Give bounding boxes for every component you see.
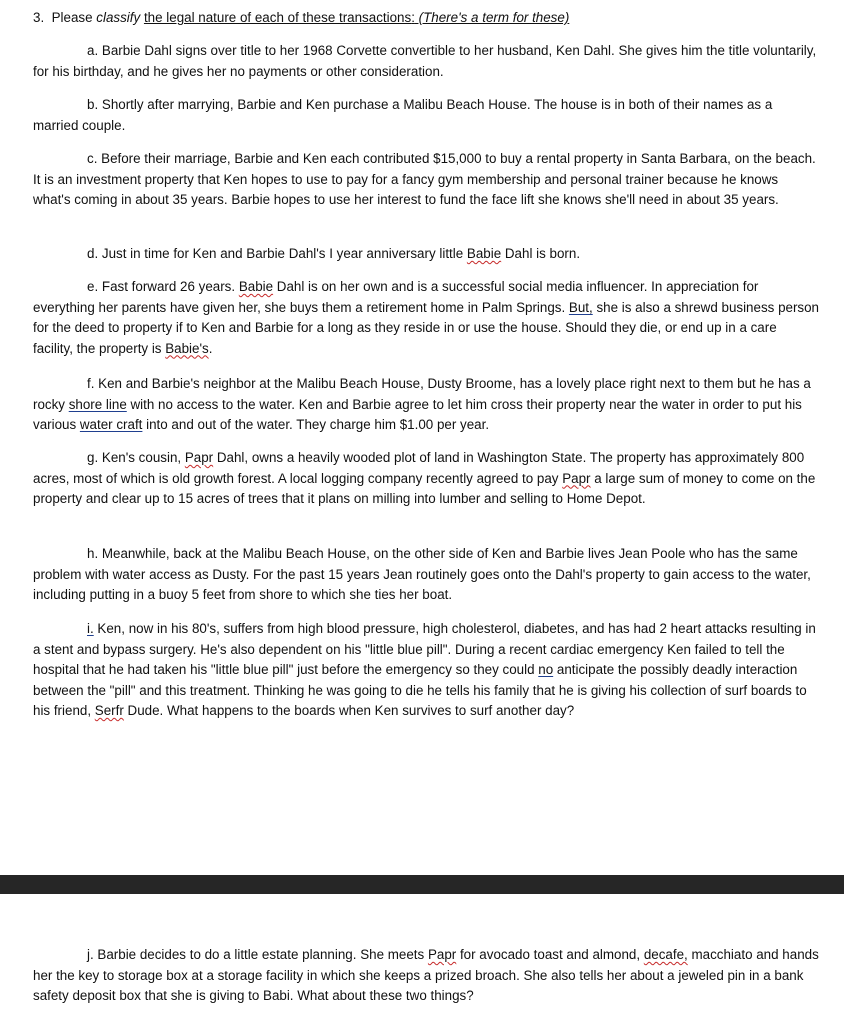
grammar-flag-word: no [538,662,554,677]
spellcheck-word: decafe, [643,947,688,962]
item-b: b. Shortly after marrying, Barbie and Ken purchase a Malibu Beach House. The house is in both of their names as a married couple. [33,97,773,133]
item-e: e. Fast forward 26 years. Babie Dahl is on her own and is a successful social media influencer. In appreciation for everything her parents have given her, she buys them a retirement home in Palm Springs. But, she is also a shrewd business person for the deed to property if to Ken and Barbie for a long as they reside in or use the house. Should they die, or end up in a care facility, the property is Babie's. [33,279,820,356]
grammar-flag-word: water craft [79,417,143,432]
item-j: j. Barbie decides to do a little estate planning. She meets Papr for avocado toast and almond, decafe, macchiato and hands her the key to storage box at a storage facility in which she keeps a prized broach. She also tells her about a jeweled pin in a bank safety deposit box that she is giving to Babi. What about these two things? [33,947,819,1003]
spellcheck-word: Babie [238,279,274,294]
heading-underlined-term: the legal nature of each of these transactions [143,10,412,25]
item-c: c. Before their marriage, Barbie and Ken each contributed $15,000 to buy a rental property in Santa Barbara, on the beach. It is an investment property that Ken hopes to use to pay for a fancy gym membership and personal trainer because he knows what's coming in about 35 years. Barbie hopes to use her interest to fund the face lift she knows she'll need in about 35 years. [33,151,816,207]
spellcheck-word: Papr [184,450,214,465]
spellcheck-word: Papr [427,947,457,962]
grammar-flag-word: shore line [68,396,127,412]
question-number: 3. [33,10,45,25]
grammar-flag-word: But, [568,299,593,315]
item-f: f. Ken and Barbie's neighbor at the Malibu Beach House, Dusty Broome, has a lovely place right next to them but he has a rocky shore line with no access to the water. Ken and Barbie agree to let him cross their property near the water in order to put his various water craft into and out of the water. They charge him $1.00 per year. [33,376,811,432]
spellcheck-word: Babie [466,246,502,261]
item-g: g. Ken's cousin, Papr Dahl, owns a heavily wooded plot of land in Washington State. The property has approximately 800 acres, most of which is old growth forest. A local logging company recently agreed to pay Papr a large sum of money to come on the property and clear up to 15 acres of trees that it plans on milling into lumber and selling to Home Depot. [33,450,816,506]
page-break-bar [0,875,844,894]
spellcheck-word: Babie's [165,340,209,356]
spellcheck-word: Serfr [94,703,124,718]
heading-emphasis: classify [96,10,141,25]
item-i: i. Ken, now in his 80's, suffers from high blood pressure, high cholesterol, diabetes, and has had 2 heart attacks resulting in a stent and bypass surgery. He's also dependent on his "little blue pill". During a recent cardiac emergency Ken failed to tell the hospital that he had taken his "little blue pill" just before the emergency so they could no anticipate the possibly deadly interaction between the "pill" and this treatment. Thinking he was going to die he tells his family that he is giving his collection of surf boards to his friend, Serfr Dude. What happens to the boards when Ken survives to surf another day? [33,621,816,718]
item-a: a. Barbie Dahl signs over title to her 1968 Corvette convertible to her husband, Ken Dahl. She gives him the title voluntarily, for his birthday, and he gives her no payments or other consideration. [33,43,817,79]
item-h: h. Meanwhile, back at the Malibu Beach House, on the other side of Ken and Barbie lives Jean Poole who has the same problem with water access as Dusty. For the past 15 years Jean routinely goes onto the Dahl's property to gain access to the water, including putting in a buoy 5 feet from shore to which she ties her boat. [33,546,811,602]
grammar-flag-word: i. [87,621,94,636]
question-heading: 3. Please classify the legal nature of each of these transactions: (There's a term for these) [33,10,570,25]
item-d: d. Just in time for Ken and Barbie Dahl's I year anniversary little Babie Dahl is born. [87,246,581,261]
heading-note: (There's a term for these) [414,10,570,25]
spellcheck-word: Papr [562,470,591,486]
